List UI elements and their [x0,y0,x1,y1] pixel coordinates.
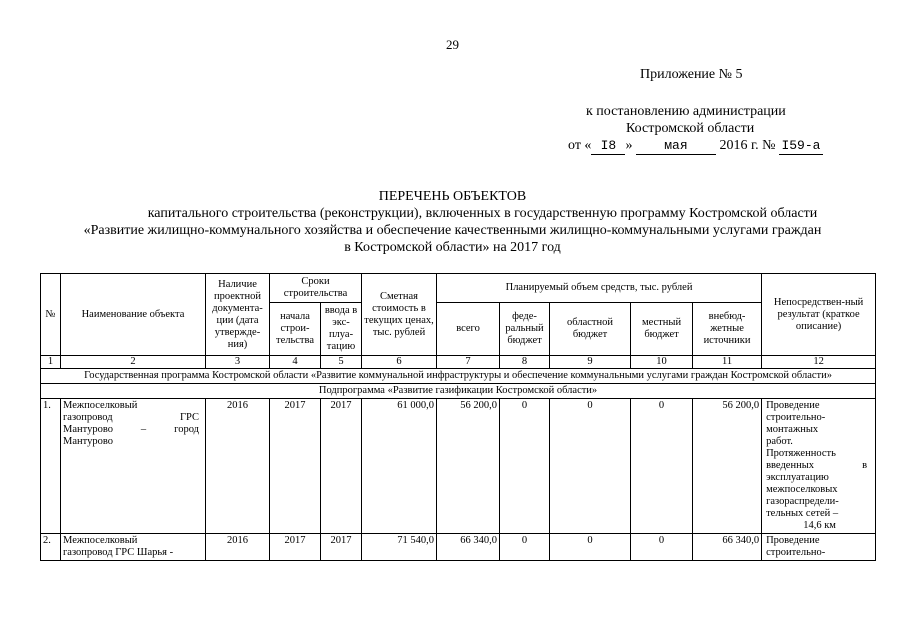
decree-reference [540,103,900,155]
result-line: газораспредели- [766,496,839,507]
header-name: Наименование объекта [61,274,206,356]
result-line: строительно- [766,547,826,558]
column-number: 10 [631,356,693,369]
title-line-4: в Костромской области» на 2017 год [344,240,561,255]
header-cost: Сметная стоимость в текущих ценах, тыс. рублей [362,274,437,356]
appendix-label: Приложение № 5 [640,67,743,82]
column-number: 2 [61,356,206,369]
column-number: 7 [437,356,500,369]
result-line: Проведение [766,400,820,411]
object-name [61,399,206,534]
estimated-cost: 61 000,0 [362,399,437,534]
column-number: 1 [41,356,61,369]
decree-line-2: Костромской области [626,121,755,136]
subprogram-row [41,384,876,399]
date-prefix: от « [568,138,592,153]
column-number: 3 [206,356,270,369]
result-line: работ. [766,436,793,447]
object-name [61,534,206,561]
row-number: 1. [41,399,61,534]
object-name-line: газопровод ГРС Шарья - [63,547,174,558]
object-name-line: Мантурово – город [63,424,199,435]
column-number: 12 [762,356,876,369]
header-total: всего [437,303,500,356]
header-terms: Сроки строительства [270,274,362,303]
decree-number: I59-а [779,137,823,155]
object-name-line: Межпоселковый [63,535,138,546]
offbudget-sources: 56 200,0 [693,399,762,534]
decree-year: 2016 г. № [719,138,776,153]
decree-day: I8 [591,137,625,155]
program-title: Государственная программа Костромской области «Развитие коммунальной инфраструктуры и обеспечение коммунальными услугами граждан Костромской области» [41,369,876,384]
table-row [41,534,876,561]
title-line-1: ПЕРЕЧЕНЬ ОБЪЕКТОВ [378,189,527,204]
result-line: тельных сетей – [766,508,839,519]
federal-budget: 0 [500,534,550,561]
start-year: 2017 [270,534,321,561]
date-mid: » [625,138,633,153]
document-title [0,188,905,256]
planned-total: 56 200,0 [437,399,500,534]
object-name-line: Межпоселковый [63,400,138,411]
header-no: № [41,274,61,356]
header-planned: Планируемый объем средств, тыс. рублей [437,274,762,303]
table-row [41,399,876,534]
header-result: Непосредствен-ный результат (краткое описание) [762,274,876,356]
program-row [41,369,876,384]
objects-table [40,273,876,561]
result-description [762,534,876,561]
docs-date: 2016 [206,534,270,561]
column-number: 4 [270,356,321,369]
local-budget: 0 [631,534,693,561]
docs-date: 2016 [206,399,270,534]
row-number: 2. [41,534,61,561]
header-row-1 [41,274,876,303]
result-line: эксплуатацию [766,472,829,483]
local-budget: 0 [631,399,693,534]
subprogram-title: Подпрограмма «Развитие газификации Костромской области» [41,384,876,399]
result-line: Протяженность [766,448,836,459]
result-line: межпоселковых [766,484,838,495]
header-offbudget: внебюд-жетные источники [693,303,762,356]
result-line: Проведение [766,535,820,546]
header-federal: феде-ральный бюджет [500,303,550,356]
header-docs: Наличие проектной документа-ции (дата утвержде-ния) [206,274,270,356]
planned-total: 66 340,0 [437,534,500,561]
page-number: 29 [446,37,459,52]
start-year: 2017 [270,399,321,534]
column-number: 6 [362,356,437,369]
regional-budget: 0 [550,399,631,534]
object-name-line: Мантурово [63,436,113,447]
result-line: строительно- [766,412,826,423]
column-number: 5 [321,356,362,369]
title-line-3: «Развитие жилищно-коммунального хозяйства и обеспечение качественными жилищно-коммунальными услугами граждан [83,223,822,238]
column-number: 8 [500,356,550,369]
column-numbers-row [41,356,876,369]
column-number: 9 [550,356,631,369]
decree-month: мая [636,137,716,155]
result-line: введенных в [766,460,868,471]
estimated-cost: 71 540,0 [362,534,437,561]
title-line-2: капитального строительства (реконструкции), включенных в государственную программу Костромской области [147,206,818,221]
object-name-line: газопровод ГРС [63,412,199,423]
commission-year: 2017 [321,399,362,534]
result-description [762,399,876,534]
header-regional: областной бюджет [550,303,631,356]
federal-budget: 0 [500,399,550,534]
header-terms-commission: ввода в экс-плуа-тацию [321,303,362,356]
regional-budget: 0 [550,534,631,561]
column-number: 11 [693,356,762,369]
decree-date-line [540,137,900,155]
header-terms-start: начала строи-тельства [270,303,321,356]
result-line: 14,6 км [803,520,836,531]
offbudget-sources: 66 340,0 [693,534,762,561]
commission-year: 2017 [321,534,362,561]
decree-line-1: к постановлению администрации [586,104,786,119]
header-local: местный бюджет [631,303,693,356]
result-line: монтажных [766,424,819,435]
